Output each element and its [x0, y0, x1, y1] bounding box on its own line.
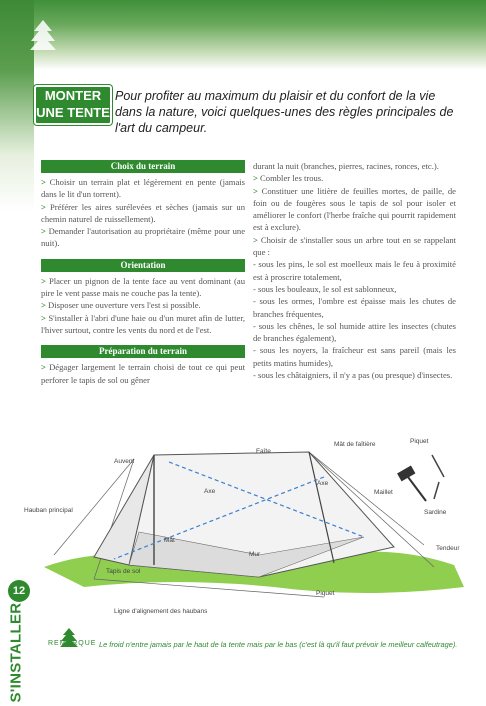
- list-item: > Choisir de s'installer sous un arbre tout en se rappelant que :: [253, 234, 457, 258]
- label-auvent: Auvent: [114, 458, 135, 465]
- fir-tree-icon: [30, 20, 56, 52]
- label-hauban: Hauban principal: [24, 507, 73, 514]
- tree-note: - sous les noyers, la fraîcheur est sans pareil (mais les petits matins humides),: [253, 345, 456, 368]
- arrow-icon: >: [253, 234, 261, 245]
- left-column: [41, 160, 245, 386]
- label-piquet-bottom: Piquet: [316, 590, 335, 597]
- list-item: > Préférer les aires surélevées et sèches (jamais sur un chemin naturel de ruissellement).: [41, 201, 246, 224]
- tree-note: - sous les chênes, le sol humide attire les insectes (chutes de branches également),: [253, 320, 456, 344]
- label-ligne: Ligne d'alignement des haubans: [114, 608, 208, 615]
- label-sardine: Sardine: [424, 509, 447, 516]
- list-item: > Dégager largement le terrain choisi de tout ce qui peut perforer le tapis de sol ou gêner: [41, 362, 246, 385]
- arrow-icon: >: [41, 312, 49, 323]
- tree-note: - sous les bouleaux, le sol est sablonneux,: [253, 283, 397, 294]
- label-tapis: Tapis de sol: [106, 568, 141, 575]
- label-tendeur: Tendeur: [436, 545, 460, 552]
- peg-icons: [432, 455, 444, 499]
- section-heading-preparation: Préparation du terrain: [41, 345, 245, 358]
- page-number: 12: [8, 580, 30, 602]
- title-line-2: UNE TENTE: [36, 105, 110, 120]
- label-axe-2: Axe: [317, 480, 329, 487]
- arrow-icon: >: [41, 300, 49, 311]
- section-side-label: S'INSTALLER: [7, 602, 25, 703]
- list-item: > Choisir un terrain plat et légèrement en pente (jamais dans le lit d'un torrent).: [41, 177, 245, 200]
- section-heading-choix: Choix du terrain: [41, 160, 245, 173]
- list-item: > Demander l'autorisation au propriétaire (même pour une nuit).: [41, 226, 246, 249]
- label-mat-faitiere: Mât de faîtière: [334, 441, 376, 448]
- mallet-icon: [397, 466, 426, 501]
- arrow-icon: >: [253, 173, 261, 184]
- arrow-icon: >: [253, 185, 262, 196]
- continued-text: durant la nuit (branches, pierres, racines, ronces, etc.).: [253, 161, 439, 171]
- title-line-1: MONTER: [44, 88, 102, 103]
- list-item: > S'installer à l'abri d'une haie ou d'un muret afin de lutter, l'hiver surtout, contre les vents du nord et de l'est.: [41, 312, 245, 335]
- remarque-label: REMARQUE: [48, 640, 97, 647]
- top-foliage-band: [0, 0, 486, 70]
- arrow-icon: >: [41, 177, 50, 187]
- tree-note: - sous les châtaigniers, il n'y a pas (ou presque) d'insectes.: [253, 370, 453, 381]
- list-item: > Constituer une litière de feuilles mortes, de paille, de foin ou de fougères sous le tapis de sol pour isoler et améliorer le confort (l'herbe fraîche qui pourrit rapidement est à exclure).: [253, 185, 456, 233]
- title-badge: [34, 85, 112, 125]
- label-maillet: Maillet: [374, 489, 393, 496]
- label-mat: Mât: [164, 537, 175, 544]
- list-item: > Placer un pignon de la tente face au vent dominant (au pire le vent passe mais ne couche pas la tente).: [41, 275, 245, 299]
- tent-diagram: [24, 437, 474, 627]
- label-piquet-top: Piquet: [410, 438, 429, 445]
- right-column: [253, 160, 456, 381]
- arrow-icon: >: [41, 201, 50, 212]
- remarque-text: Le froid n'entre jamais par le haut de la tente mais par le bas (c'est là qu'il faut prévoir le meilleur calfeutrage).: [99, 640, 458, 649]
- arrow-icon: >: [41, 362, 50, 373]
- section-heading-orientation: Orientation: [41, 259, 245, 272]
- arrow-icon: >: [41, 275, 49, 286]
- list-item: > Disposer une ouverture vers l'est si possible.: [41, 300, 201, 311]
- label-mur: Mur: [249, 551, 261, 558]
- label-faite: Faîte: [256, 448, 271, 455]
- arrow-icon: >: [41, 226, 49, 237]
- label-axe-1: Axe: [204, 488, 216, 495]
- tree-note: - sous les pins, le sol est moelleux mais le feu à proximité est à proscrire totalement,: [253, 259, 456, 282]
- intro-text: Pour profiter au maximum du plaisir et du confort de la vie dans la nature, voici quelques-unes des règles principales de l'art du campeur.: [115, 89, 454, 135]
- list-item: > Combler les trous.: [253, 173, 324, 184]
- tree-note: - sous les ormes, l'ombre est épaisse mais les chutes de branches fréquentes,: [253, 296, 456, 319]
